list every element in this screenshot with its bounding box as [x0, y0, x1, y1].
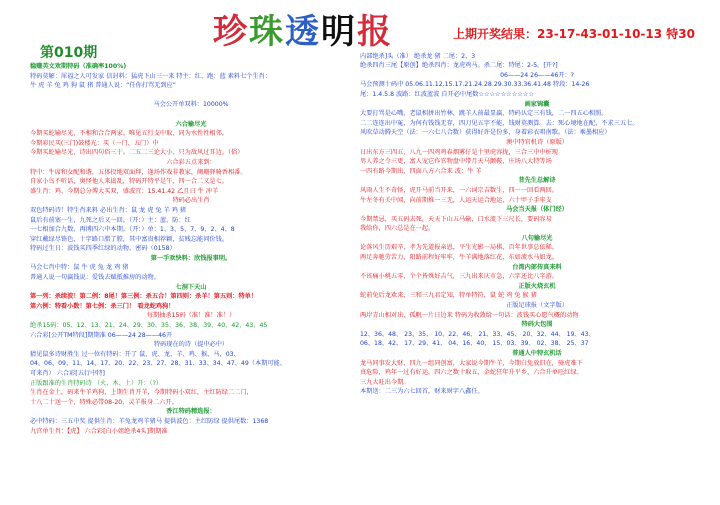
- left-line: 必中特码：三五中奖 提供生肖：羊兔龙鸡羊猪马 提供波色：主红防绿 提供尾数：1368: [30, 417, 269, 425]
- left-line: 正版跟准的生肖特码诗 （火、木、土）开：（?）: [30, 379, 163, 387]
- right-line: 画家锦囊: [524, 100, 550, 108]
- left-line: 六合彩五点来到：: [166, 158, 216, 166]
- right-line: 一四有路今期出，四面八方六合来 波：牛 羊: [360, 167, 482, 175]
- left-line: 绝杀15码：05、12、13、21、24、29、30、35、36、38、39、40、42、43、45: [30, 322, 268, 330]
- left-line: 自家小鸟不听话，奥怪他人来捣乱，特码开特平是午，四一合二又是七。: [30, 178, 228, 186]
- left-line: 盛生肖：鸡、今期总分博大买双，盛波宜：15.41.42 乙且日 牛 冲羊: [30, 187, 219, 195]
- right-line: 蛇前兔后龙欢来，三和三九君定知，特单特符，鼠 蛇 鸡 兔 猴 猪: [360, 292, 537, 300]
- right-line: 风吹草动腾天空（法：一六七八合数）获得好许是份多，身着彩衣唱南歌。（法：乘墨相应）: [360, 129, 611, 137]
- left-line: 稳赚英文欢期特码（准确率100%): [30, 63, 127, 70]
- title-char-3: 透: [285, 12, 321, 52]
- right-line: 正版足球报（文字版）: [506, 302, 568, 310]
- left-line: 特中：牛席和女配和谐，五体投地双面拜，逢场作戏非教家，阑珊驿骑香相番。: [30, 168, 247, 176]
- left-line: 牛 虎 羊 兔 鸡 狗 鼠 猪 普通人说：“任你打骂无到应”: [30, 82, 176, 90]
- left-line: 第一手欢快料：欣钱报事明。: [150, 254, 232, 262]
- left-line: 七洞下天山: [175, 283, 207, 291]
- left-column: [30, 62, 352, 502]
- left-line: 马会七肖中特：鼠 牛 虎 兔 龙 鸡 猪: [30, 264, 129, 272]
- right-line: 06——24 26——46开：?: [500, 71, 574, 79]
- left-line: 鼠后有前塞一生，九死之后又一回。（开：）主：蓝、防：红: [30, 216, 191, 224]
- right-line: 尾：1.4.5.8 波路：红波蓝波 自开必中尾数☆☆☆☆☆☆☆☆☆☆: [360, 90, 534, 98]
- title-char-1: 珍: [213, 12, 249, 52]
- right-line: 今期禁忌，买五码去死，天天下山五马输，口水流下三尺长，要码容易: [360, 215, 552, 223]
- title-char-2: 珠: [249, 12, 285, 52]
- right-line: 男人养之令三更，富人宠它作官物盘中带月天马颤鞍，庄场八大特等场: [360, 158, 552, 166]
- right-line: 三九大旺出今期。: [360, 378, 410, 386]
- issue-number: 第010期: [40, 45, 98, 61]
- left-line: 普通人说一句赢钱说：爱钱去赋抵推房的动物。: [30, 274, 160, 282]
- right-line: 特码大包围: [521, 321, 553, 329]
- right-column: [360, 42, 714, 502]
- left-line: 一七相加合九数，再博四六中本期。（开：）单：1、3、5、7、9、2、4、8: [30, 226, 235, 234]
- right-line: 马会预测十码中 05.06.11.12.15.17.21.24.28.29.30.33.36.41.48 特段：14-26: [360, 81, 590, 89]
- left-line: 香江特码精选报：: [166, 408, 216, 416]
- left-line: 穿红戴绿尽铬色，十字路口腊了膛，其中富贵相荐颖，贫贱忘能问价钱。: [30, 235, 228, 243]
- left-line: 六合彩[公开TM特段]期期准 06——24 28——46开: [30, 331, 173, 339]
- left-line: 六合输尽光: [175, 120, 207, 128]
- right-line: 澳中特官机诗（原版）: [506, 138, 568, 146]
- right-line: 12、36、48、 23、35、 10、22、46、 21、33、45、 20、32、44、 19、43、: [360, 330, 595, 338]
- left-line: 九宫单生肖：【虎】 六合彩[白小姐绝杀4头]期期准: [30, 427, 168, 435]
- left-line: [30, 110, 352, 120]
- right-line: 马会当天报（体门经）: [506, 206, 568, 214]
- right-line: 真危险，鸡年一过有好运，四六之数十取五，金蛇狂年升平乡，六合升单旺红绿。: [360, 369, 583, 377]
- left-line: 双色特码诗！特生肖来料 必出生肖：鼠 龙 虎 兔 羊 鸡 猪: [30, 206, 187, 214]
- last-result: 上期开奖结果：23-17-43-01-10-13 特30: [453, 27, 695, 41]
- right-line: 大要打骂是心嘴，老鼠相拼出竹林，跳羊人前最显赢，特码认定三有钱，二一四五心相照。: [360, 110, 608, 118]
- right-line: 本期送：二三为六七回首，财来财字八鑫任。: [360, 388, 484, 396]
- left-line: 04、06、09、11、14、17、20、22、23、27、28、31、33、34、47、49（本期可能、: [30, 360, 286, 368]
- left-line: 可来肖） 六合彩[五行中特]: [30, 370, 105, 377]
- left-line: 特码莫解：犀福之人可发家 信封料：猛虎下山三一来 特主：红、跑：蓝 素料七个生肖：: [30, 72, 272, 80]
- left-line: 猜见鼠多诗财胜生 过一位有特码：开了 鼠、虎、龙、羊、鸡、猴、马，03、: [30, 350, 240, 358]
- left-line: 十八二十送一个，特殊必带08-20，灵羊报身二六开。: [30, 398, 178, 406]
- right-line: 论落风生历艰辛，孝为先道报亲恩，平生光影一局棋，百年世事总依稀。: [360, 244, 558, 252]
- left-line: 第六例：特看小数！第七例：杀三门！ 看龙蛇鸡狗！: [30, 302, 175, 310]
- right-line: 二二连连出中冤，为何有钱钱无存，四刀见五字不能，钱财莫测算。去：死心境地在配，不求三五七。: [360, 119, 639, 127]
- right-line: 不该痛小桃五零，个个皆殊好吉气，三九出来庆市急，六字还比八字游。: [360, 273, 558, 281]
- right-line: 两岸青山相对出，孤帆一片日边来 特码为收敛给一句话：波钱买心愿气概的动物: [360, 311, 579, 319]
- right-line: 日出东方三四五，八九一四鸡鸡春烟雾仔是十里虎容拢，三合三中中桩现: [360, 148, 558, 156]
- right-line: [360, 42, 714, 52]
- right-line: 昔先生总解诗: [518, 177, 556, 185]
- right-line: 内部绝杀]头（准） 绝杀龙 猪 二尾：2、3: [360, 52, 476, 60]
- left-line: 特码必出生肖: [172, 197, 210, 205]
- right-line: 绝杀四肖三尾【原创】绝杀四肖：龙虎鸡马。杀二尾：特尾：2-5。[开?]: [360, 62, 558, 70]
- left-line: 生肖在金土，码来牛羊鸡狗，上期生肖开羊，今期特码小双红，主红防绿二二门，: [30, 389, 253, 397]
- left-line: 每期抽杀15码（准！准！准！）: [146, 312, 236, 320]
- title-char-5: 报: [357, 12, 393, 52]
- right-line: 我给你，四六总是在一起。: [360, 225, 435, 233]
- right-line: 普通人中特玄机话: [512, 350, 562, 357]
- left-line: 马会公开单双料：10000%: [153, 101, 229, 109]
- left-line: 今期买蛇输尽光，不相和合合两家。唯见五行支中取，同为水性性相邻。: [30, 130, 228, 138]
- right-line: 两足奔驰劳苦力，阳路前程好牢牢，牛羊满地落红花，东如流水马如龙。: [360, 254, 558, 262]
- left-line: [30, 91, 352, 101]
- left-line: 今期彩民买(三门)鼓楼光：买（一门、五门）中: [30, 139, 159, 147]
- right-line: 正版火烧玄机: [518, 282, 556, 290]
- right-line: 风雨人生不奇怪，虎开马前当开来，一六词宗吉数生，四一一回看两回。: [360, 186, 558, 194]
- right-line: 台湾内部传真来料: [512, 263, 562, 271]
- left-line: 特码现在的诗（提中必中）: [153, 341, 229, 349]
- right-line: 八句输尽光: [521, 234, 553, 242]
- title-char-4: 明: [321, 12, 357, 52]
- right-line: 龙马同事发大财，四九一组同创富，大家说今期牛羊，今期白兔放旧在，骑虎难下: [360, 359, 583, 367]
- left-line: 特码过生日：波钱买四季红绿的动物。密码（0158）: [30, 245, 176, 253]
- left-line: 今期买蛇输尽光，诗出四句俗三于。二五二三论大小，只为敌风过耳边。（俗）: [30, 149, 244, 157]
- left-line: 第一列：杀续波！第二例：8尾！第三例：杀五合！第四则：杀羊！第五则：特单！: [30, 293, 258, 301]
- right-line: 06、18、42、 17、29、41、 04、16、40、 15、03、39、 02、38、 25、37: [360, 340, 589, 348]
- right-line: 牛左冬有关中闻，向前期推一三无，人运天运合地运，六十甲子手牢支: [360, 196, 552, 204]
